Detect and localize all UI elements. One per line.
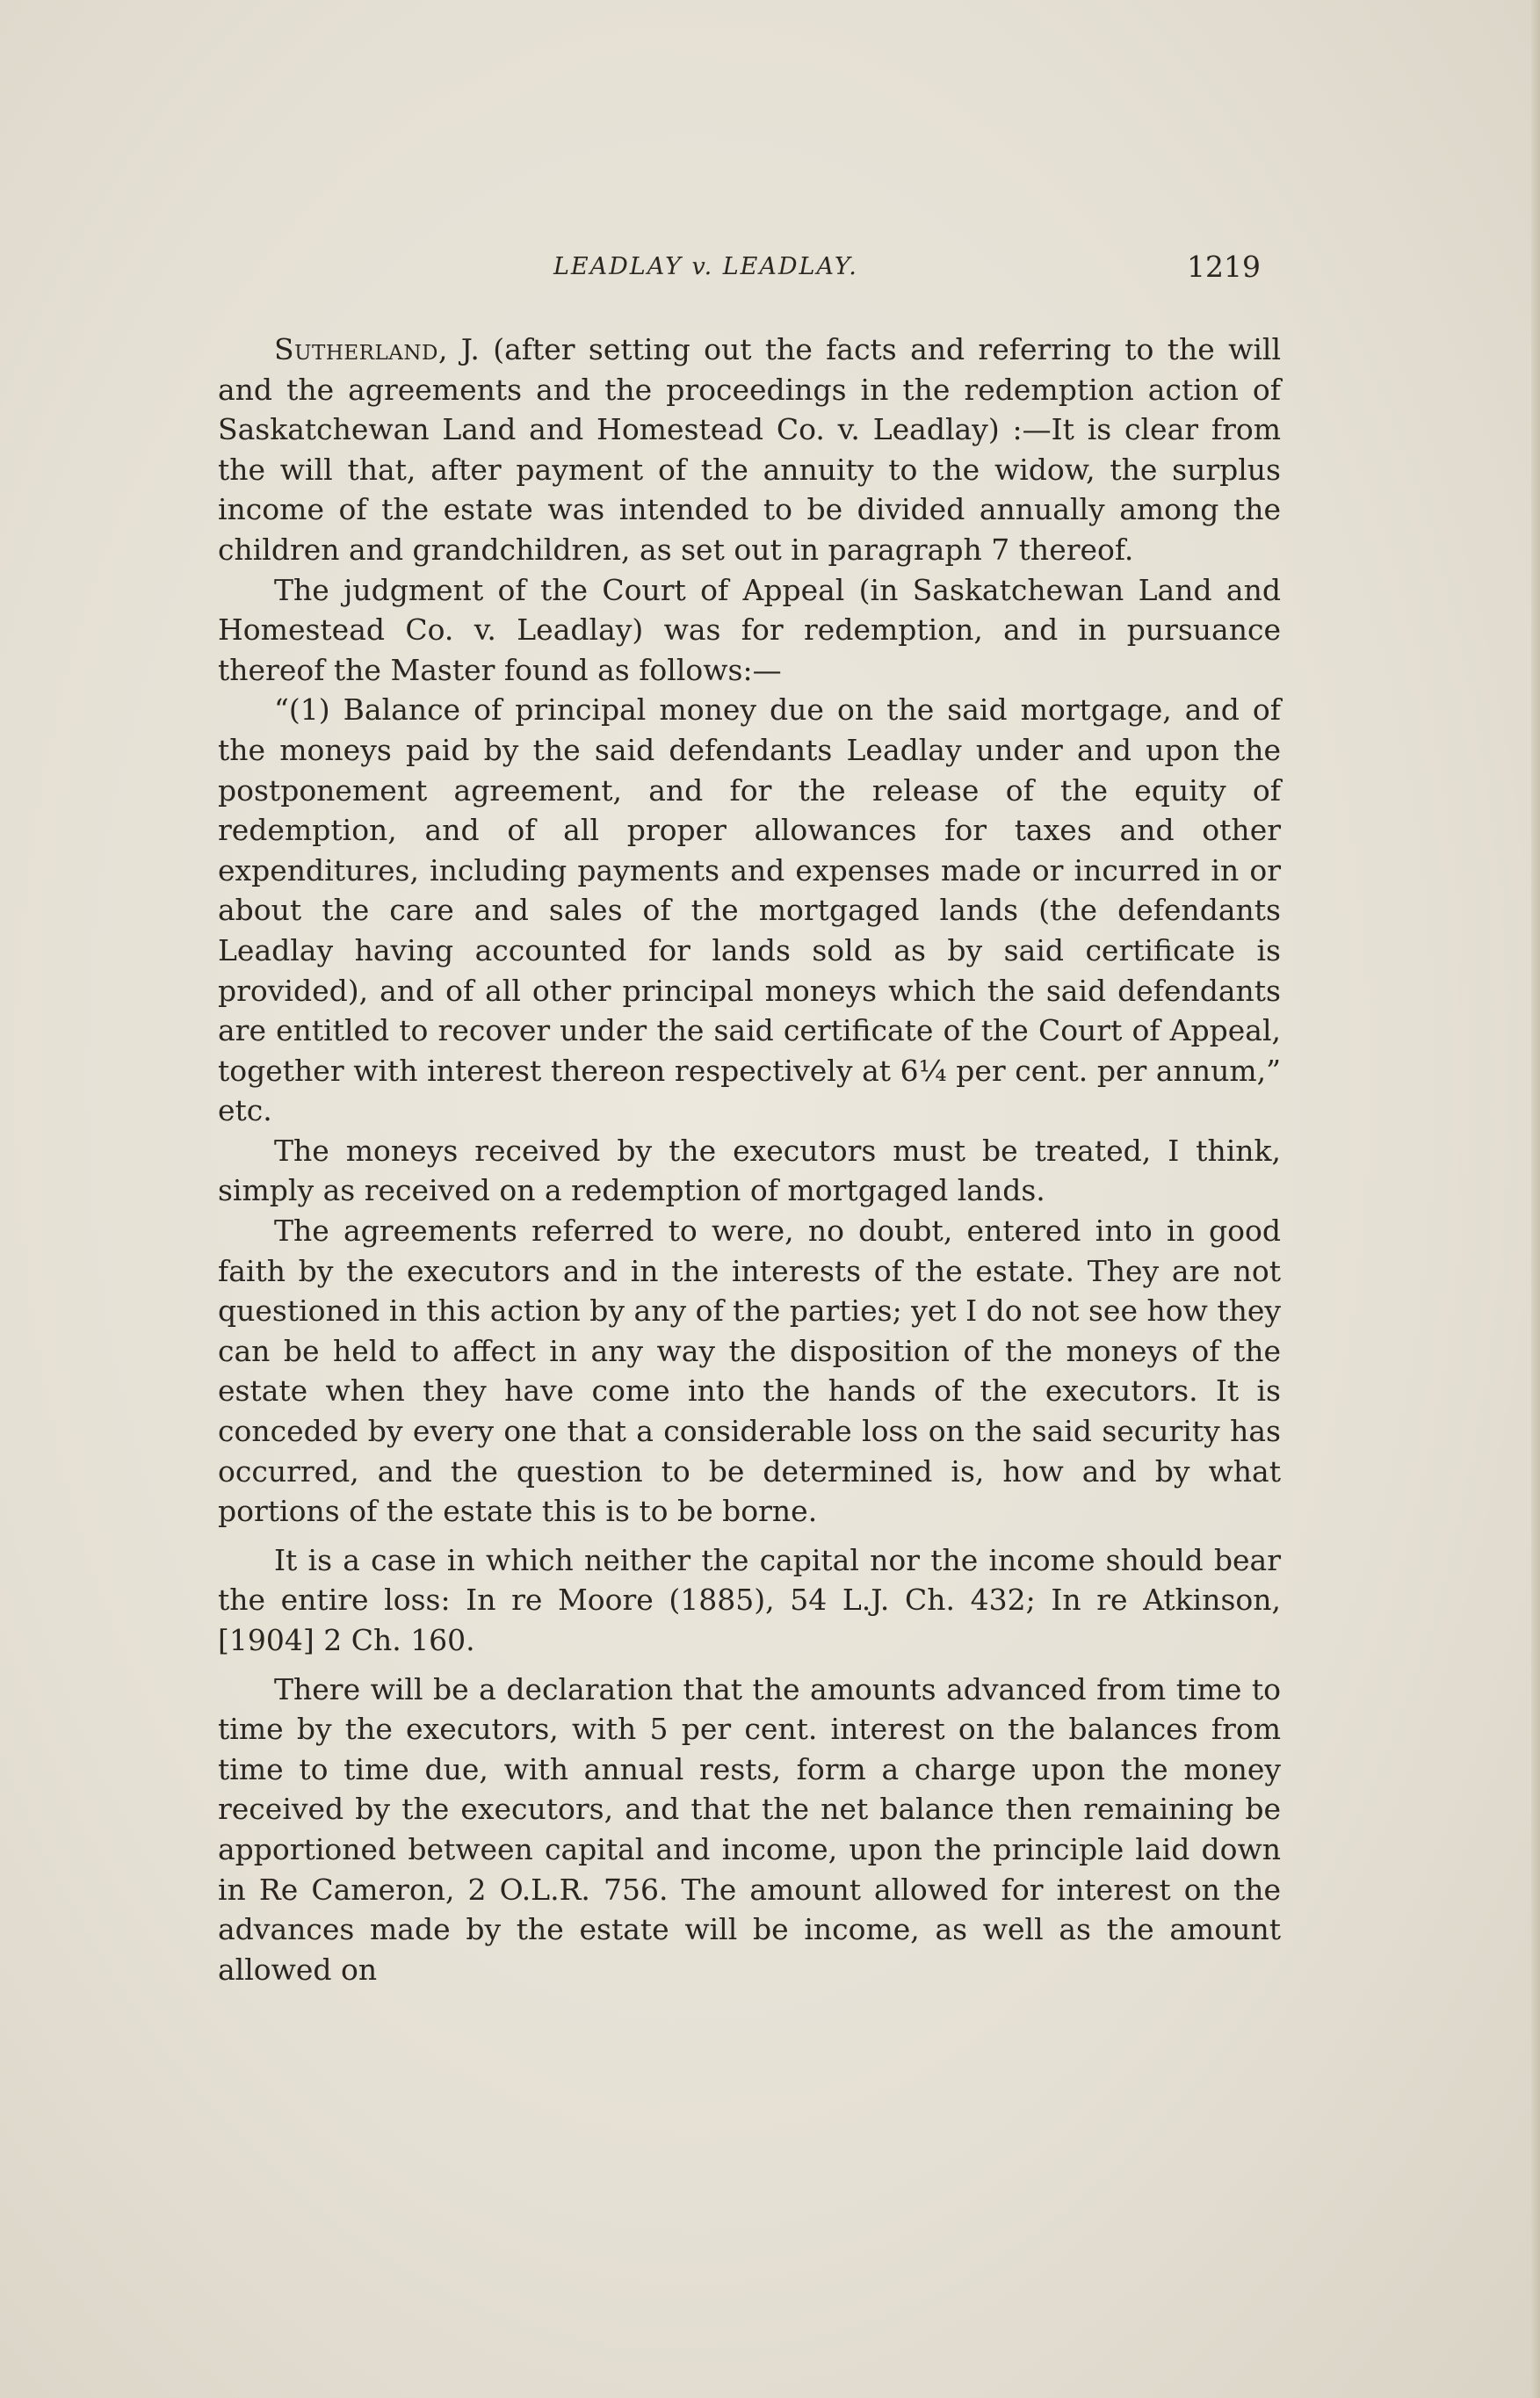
page-edge <box>1531 0 1540 2398</box>
judge-name: Sutherland <box>274 332 438 366</box>
running-head <box>553 250 1261 288</box>
paragraph-master-finding-quote: “(1) Balance of principal money due on the said mortgage, and of the moneys paid by the said defendants Leadlay under and upon the postponement agreement, and for the release of the equity of redemption, and of all proper allowances for taxes and other expenditures, including payments and expenses made or incurred in or about the care and sales of the mortgaged lands (the defendants Leadlay having accounted for lands sold as by said certificate is provided), and of all other principal moneys which the said defendants are entitled to recover under the said certificate of the Court of Appeal, together with interest thereon respectively at 6¼ per cent. per annum,” etc. <box>218 692 1281 1128</box>
paragraph-entire-loss: It is a case in which neither the capital nor the income should bear the entire loss: In re Moore (1885), 54 L.J. Ch. 432; In re Atkinson, [1904] 2 Ch. 160. <box>218 1542 1281 1657</box>
paragraph-agreements: The agreements referred to were, no doubt, entered into in good faith by the executors and in the interests of the estate. They are not questioned in this action by any of the parties; yet I do not see how they can be held to affect in any way the disposition of the moneys of the estate when they have come into the hands of the executors. It is conceded by every one that a considerable loss on the said security has occurred, and the question to be determined is, how and by what portions of the estate this is to be borne. <box>218 1213 1282 1529</box>
running-title: LEADLAY v. LEADLAY. <box>553 253 858 280</box>
paragraph-declaration: There will be a declaration that the amounts advanced from time to time by the executors, with 5 per cent. interest on the balances from time to time due, with annual rests, form a charge upon the money received by the executors, and that the net balance then remaining be apportioned between capital and income, upon the principle laid down in Re Cameron, 2 O.L.R. 756. The amount allowed for interest on the advances made by the estate will be income, as well as the amount allowed on <box>218 1671 1281 1987</box>
body-text <box>218 330 1281 1989</box>
paragraph-text: , J. (after setting out the facts and referring to the will and the agreements and the proceedings in the redemption action of Saskatchewan Land and Homestead Co. v. Leadlay) :—It is clear from the will that, after payment of the annuity to the widow, the surplus income of the estate was intended to be divided annually among the children and grandchildren, as set out in paragraph 7 thereof. <box>218 332 1281 567</box>
paragraph-moneys-received: The moneys received by the executors must be treated, I think, simply as received on a redemption of mortgaged lands. <box>218 1133 1281 1208</box>
paragraph-court-of-appeal: The judgment of the Court of Appeal (in Saskatchewan Land and Homestead Co. v. Leadlay) was for redemption, and in pursuance thereof the Master found as follows:— <box>218 572 1281 687</box>
page-number: 1219 <box>1187 250 1261 284</box>
paragraph-opinion-opening <box>218 330 1281 570</box>
